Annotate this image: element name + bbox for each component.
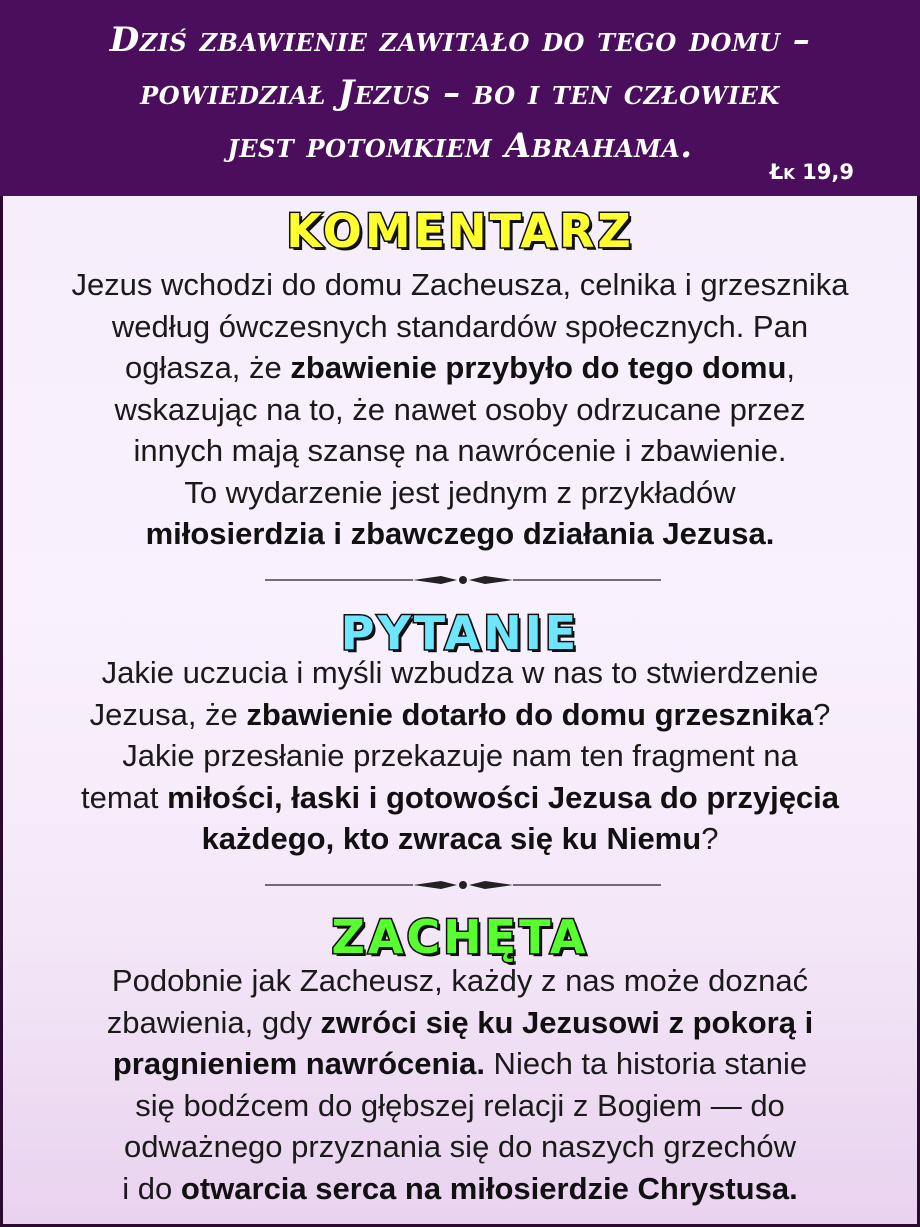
body-text: ogłasza, że — [124, 350, 291, 385]
pytanie-heading: PYTANIE — [340, 606, 580, 660]
pytanie-line — [11, 735, 909, 777]
body-text: zbawienia, gdy — [106, 1004, 321, 1040]
komentarz-line — [11, 264, 909, 306]
pytanie-line — [11, 694, 909, 736]
emphasis-text: miłości, łaski i gotowości Jezusa do przyjęcia — [167, 779, 840, 815]
komentarz-line — [11, 347, 909, 389]
emphasis-text: zbawienie dotarło do domu grzesznika — [246, 696, 814, 732]
body-text: To wydarzenie jest jednym z przykładów — [184, 474, 736, 510]
zacheta-line — [11, 1085, 909, 1127]
body-text: Jakie uczucia i myśli wzbudza w nas to stwierdzenie — [101, 655, 819, 690]
zacheta-line — [11, 1168, 909, 1210]
zacheta-heading: ZACHĘTA — [331, 910, 589, 964]
body-text: innych mają szansę na nawrócenie i zbawienie. — [133, 433, 787, 468]
zacheta-line — [11, 960, 909, 1002]
body-text: Niech ta historia stanie — [484, 1046, 808, 1081]
emphasis-text: otwarcia serca na miłosierdzie Chrystusa. — [180, 1170, 798, 1206]
body-text: ? — [813, 696, 831, 732]
content-panel — [0, 196, 920, 1227]
body-text: odważnego przyznania się do naszych grzechów — [123, 1129, 797, 1164]
emphasis-text: zbawienie przybyło do tego domu — [290, 350, 787, 385]
body-text: Jakie przesłanie przekazuje nam ten fragment na — [122, 738, 798, 773]
body-text: Jezusa, że — [89, 696, 247, 732]
komentarz-line — [11, 306, 909, 348]
quote-line-1: Dziś zbawienie zawitało do tego domu – — [109, 20, 811, 60]
ornamental-divider-icon — [265, 878, 661, 892]
emphasis-text: każdego, kto zwraca się ku Niemu — [201, 821, 702, 856]
komentarz-heading: KOMENTARZ — [286, 204, 634, 258]
scripture-reference: Łk 19,9 — [769, 160, 854, 184]
header-banner — [0, 0, 920, 196]
pytanie-text — [11, 652, 909, 860]
komentarz-line — [11, 472, 909, 514]
komentarz-line — [11, 430, 909, 472]
emphasis-text: pragnieniem nawrócenia. — [112, 1046, 485, 1081]
body-text: Jezus wchodzi do domu Zacheusza, celnika i grzesznika — [71, 267, 849, 302]
ornamental-divider-icon — [265, 573, 661, 587]
komentarz-text — [11, 264, 909, 555]
zacheta-line — [11, 1002, 909, 1044]
body-text: temat — [80, 779, 168, 815]
quote-line-2: powiedział Jezus – bo i ten człowiek — [140, 73, 780, 113]
zacheta-line — [11, 1043, 909, 1085]
body-text: według ówczesnych standardów społecznych. Pan — [111, 308, 809, 344]
zacheta-text — [11, 960, 909, 1209]
zacheta-line — [11, 1126, 909, 1168]
body-text: , — [786, 350, 796, 385]
body-text: ? — [701, 821, 719, 856]
emphasis-text: zwróci się ku Jezusowi z pokorą i — [320, 1004, 814, 1040]
body-text: i do — [122, 1170, 181, 1206]
body-text: Podobnie jak Zacheusz, każdy z nas może doznać — [111, 963, 809, 998]
pytanie-line — [11, 818, 909, 860]
komentarz-line — [11, 389, 909, 431]
komentarz-line — [11, 513, 909, 555]
scripture-quote — [0, 14, 920, 173]
pytanie-line — [11, 652, 909, 694]
quote-line-3: jest potomkiem Abrahama. — [227, 126, 693, 166]
body-text: się bodźcem do głębszej relacji z Bogiem — do — [135, 1087, 785, 1123]
pytanie-line — [11, 777, 909, 819]
emphasis-text: miłosierdzia i zbawczego działania Jezusa. — [145, 516, 775, 551]
body-text: wskazując na to, że nawet osoby odrzucane przez — [114, 391, 806, 427]
